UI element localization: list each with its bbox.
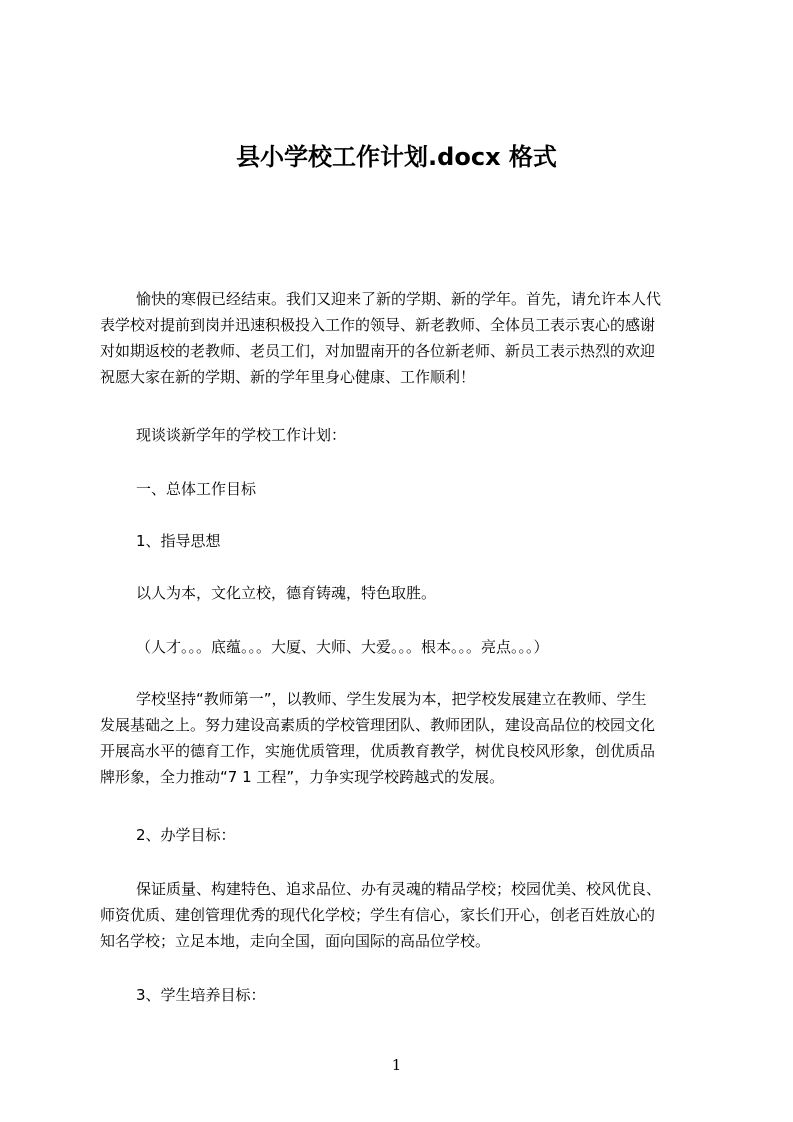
section-heading-1: 一、总体工作目标 [136,480,257,498]
school-goal-paragraph [100,876,700,954]
intro-line: 祝愿大家在新的学期、新的学年里身心健康、工作顺利！ [100,368,476,386]
paragraph-line: 发展基础之上。努力建设高素质的学校管理团队、教师团队，建设高品位的校园文化 [100,716,656,734]
intro-line: 对如期返校的老教师、老员工们，对加盟南开的各位新老师、新员工表示热烈的欢迎 [100,342,656,360]
intro-paragraph [100,286,700,390]
paragraph-line: 知名学校；立足本地，走向全国，面向国际的高品位学校。 [100,932,491,950]
subheading-guiding-thought: 1、指导思想 [136,532,221,550]
intro-line: 愉快的寒假已经结束。我们又迎来了新的学期、新的学年。首先，请允许本人代 [136,290,662,308]
teacher-first-paragraph [100,686,700,790]
paragraph-line: 开展高水平的德育工作，实施优质管理，优质教育教学，树优良校风形象，创优质品 [100,742,656,760]
paragraph-line: 师资优质、建创管理优秀的现代化学校；学生有信心，家长们开心，创老百姓放心的 [100,906,656,924]
paragraph-line: 牌形象，全力推动“7 1 工程”，力争实现学校跨越式的发展。 [100,768,505,786]
page-number: 1 [391,1056,402,1074]
subheading-school-goal: 2、办学目标： [136,826,236,844]
document-title: 县小学校工作计划.docx 格式 [236,143,557,171]
paragraph-line: 保证质量、构建特色、追求品位、办有灵魂的精品学校；校园优美、校风优良、 [136,880,662,898]
guiding-thought-text: 以人为本，文化立校，德育铸魂，特色取胜。 [136,584,437,602]
plan-intro: 现谈谈新学年的学校工作计划： [136,426,347,444]
subheading-student-goal: 3、学生培养目标： [136,986,266,1004]
keywords-text: （人才。。。底蕴。。。大厦、大师、大爱。。。根本。。。亮点。。。） [136,638,549,656]
intro-line: 表学校对提前到岗并迅速积极投入工作的领导、新老教师、全体员工表示衷心的感谢 [100,316,656,334]
paragraph-line: 学校坚持“教师第一”，以教师、学生发展为本，把学校发展建立在教师、学生 [136,690,647,708]
